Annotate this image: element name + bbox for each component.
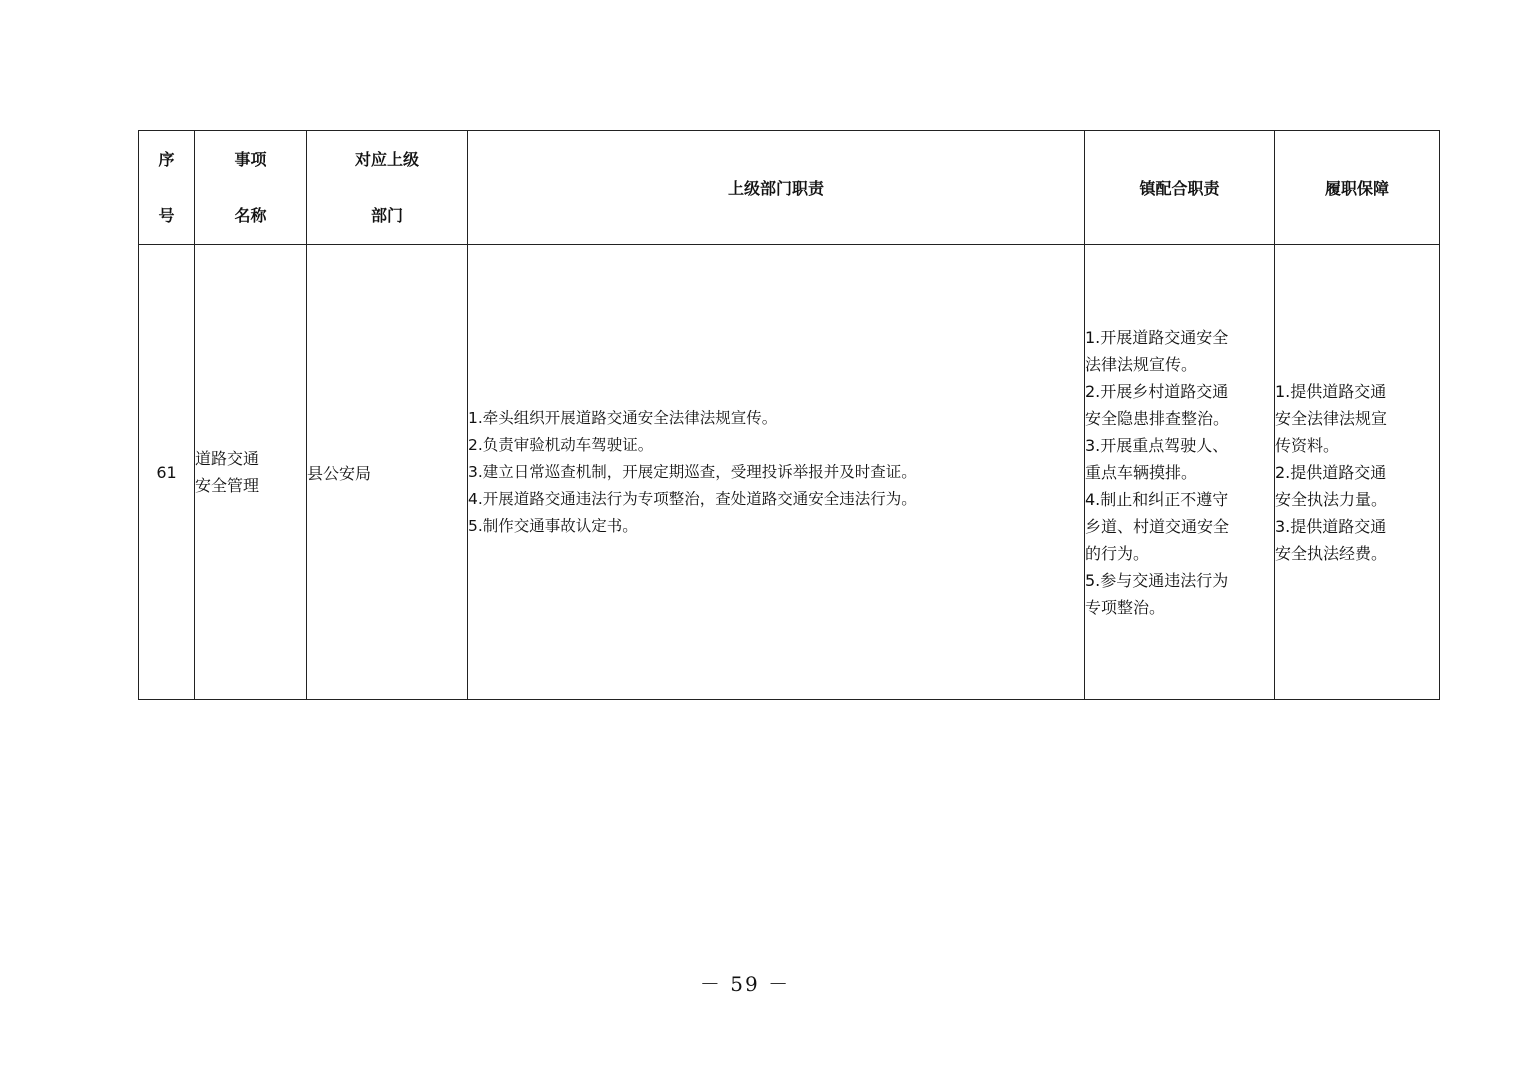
town-duty-line: 5.参与交通违法行为 bbox=[1085, 570, 1229, 590]
town-duty-line: 法律法规宣传。 bbox=[1085, 354, 1198, 374]
town-duty-line: 1.开展道路交通安全 bbox=[1085, 327, 1229, 347]
header-guarantee: 履职保障 bbox=[1275, 131, 1440, 245]
guarantee-line: 2.提供道路交通 bbox=[1275, 462, 1387, 482]
header-superior-duties: 上级部门职责 bbox=[468, 131, 1085, 245]
cell-item-name bbox=[195, 245, 307, 700]
cell-superior-duties bbox=[468, 245, 1085, 700]
header-seq bbox=[139, 131, 195, 245]
guarantee-line: 安全法律法规宣 bbox=[1275, 408, 1388, 428]
header-superior-dept-line-2: 部门 bbox=[370, 205, 403, 225]
cell-guarantee bbox=[1275, 245, 1440, 700]
item-name-line-2: 安全管理 bbox=[195, 476, 260, 495]
superior-duty-item: 3.建立日常巡查机制，开展定期巡查，受理投诉举报并及时查证。 bbox=[468, 462, 917, 481]
item-name-line-1: 道路交通 bbox=[195, 449, 260, 468]
header-item-name-line-1: 事项 bbox=[234, 149, 267, 169]
duty-table-container bbox=[138, 130, 1440, 700]
superior-duty-item: 4.开展道路交通违法行为专项整治，查处道路交通安全违法行为。 bbox=[468, 489, 917, 508]
cell-seq: 61 bbox=[139, 245, 195, 700]
header-seq-line-1: 序 bbox=[158, 149, 175, 169]
town-duty-line: 重点车辆摸排。 bbox=[1085, 462, 1198, 482]
header-town-duties: 镇配合职责 bbox=[1085, 131, 1275, 245]
page-number: － 59 － bbox=[699, 972, 791, 996]
town-duty-line: 专项整治。 bbox=[1085, 597, 1166, 617]
superior-duty-item: 2.负责审验机动车驾驶证。 bbox=[468, 435, 654, 454]
town-duty-line: 乡道、村道交通安全 bbox=[1085, 516, 1230, 536]
header-item-name bbox=[195, 131, 307, 245]
header-superior-dept-line-1: 对应上级 bbox=[354, 149, 419, 169]
guarantee-line: 安全执法经费。 bbox=[1275, 543, 1388, 563]
town-duty-line: 4.制止和纠正不遵守 bbox=[1085, 489, 1229, 509]
town-duty-line: 2.开展乡村道路交通 bbox=[1085, 381, 1229, 401]
superior-duty-item: 5.制作交通事故认定书。 bbox=[468, 516, 638, 535]
guarantee-line: 3.提供道路交通 bbox=[1275, 516, 1387, 536]
guarantee-line: 传资料。 bbox=[1275, 435, 1340, 455]
town-duty-line: 3.开展重点驾驶人、 bbox=[1085, 435, 1229, 455]
cell-town-duties bbox=[1085, 245, 1275, 700]
cell-superior-dept: 县公安局 bbox=[307, 245, 468, 700]
superior-duty-item: 1.牵头组织开展道路交通安全法律法规宣传。 bbox=[468, 408, 778, 427]
header-seq-line-2: 号 bbox=[158, 205, 175, 225]
duty-table bbox=[138, 130, 1440, 700]
table-row bbox=[139, 245, 1440, 700]
header-row bbox=[139, 131, 1440, 245]
town-duty-line: 的行为。 bbox=[1085, 543, 1150, 563]
guarantee-line: 安全执法力量。 bbox=[1275, 489, 1388, 509]
guarantee-line: 1.提供道路交通 bbox=[1275, 381, 1387, 401]
header-item-name-line-2: 名称 bbox=[234, 205, 267, 225]
header-superior-dept bbox=[307, 131, 468, 245]
town-duty-line: 安全隐患排查整治。 bbox=[1085, 408, 1230, 428]
